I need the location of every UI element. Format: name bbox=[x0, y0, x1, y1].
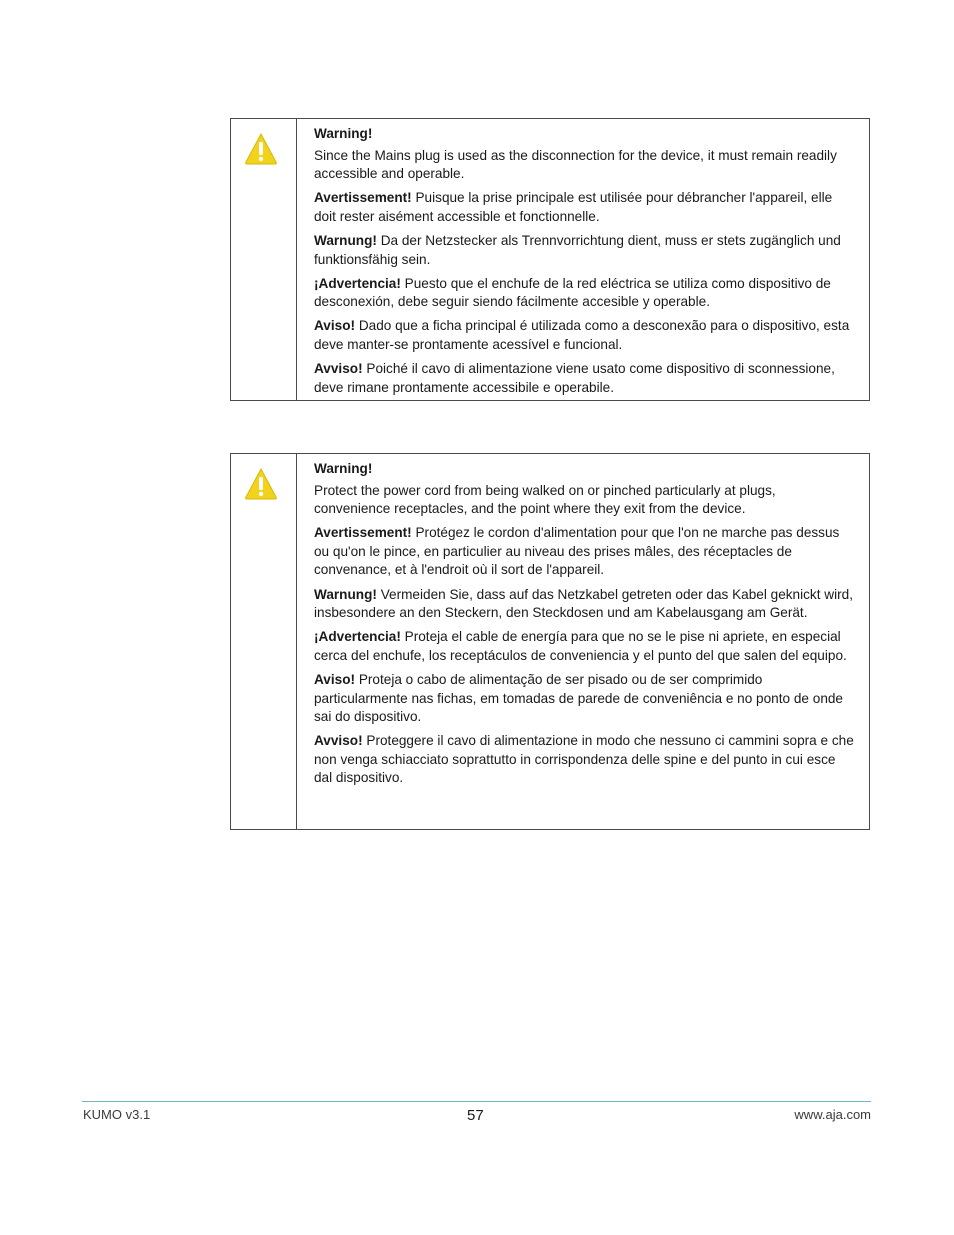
translation-text: Proteja o cabo de alimentação de ser pisado ou de ser comprimido particularmente nas fichas, em tomadas de parede de conveniência e no ponto de onde sai do dispositivo. bbox=[314, 671, 843, 725]
warning-portuguese bbox=[314, 317, 855, 354]
translation-label: Avertissement! bbox=[314, 525, 412, 541]
warning-icon-cell bbox=[231, 119, 297, 400]
footer-page-number: 57 bbox=[467, 1107, 484, 1124]
translation-text: Poiché il cavo di alimentazione viene usato come dispositivo di sconnessione, deve rimane prontamente accessibile e operabile. bbox=[314, 361, 835, 395]
warning-heading: Warning! bbox=[314, 126, 373, 141]
translation-label: Warnung! bbox=[314, 232, 377, 248]
warning-italian bbox=[314, 360, 855, 397]
footer-divider bbox=[82, 1101, 871, 1102]
translation-text: Vermeiden Sie, dass auf das Netzkabel getreten oder das Kabel geknickt wird, insbesondere an den Steckern, den Steckdosen und am Kabelausgang am Gerät. bbox=[314, 586, 853, 621]
warning-spanish bbox=[314, 275, 855, 312]
translation-label: Aviso! bbox=[314, 671, 356, 687]
warning-german bbox=[314, 232, 855, 269]
warning-english-text: Protect the power cord from being walked on or pinched particularly at plugs, convenience receptacles, and the point where they exit from the device. bbox=[314, 482, 776, 517]
translation-text: Proteggere il cavo di alimentazione in modo che nessuno ci cammini sopra e che non venga schiacciato soprattutto in corrispondenza delle spine e del punto in cui esce dal dispositivo. bbox=[314, 733, 854, 786]
translation-label: Avertissement! bbox=[314, 190, 412, 206]
translation-label: ¡Advertencia! bbox=[314, 629, 401, 645]
warning-heading: Warning! bbox=[314, 461, 373, 476]
warning-english-text: Since the Mains plug is used as the disconnection for the device, it must remain readily accessible and operable. bbox=[314, 147, 837, 182]
translation-label: ¡Advertencia! bbox=[314, 275, 401, 291]
warning-triangle-icon bbox=[244, 467, 278, 501]
warning-portuguese bbox=[314, 671, 855, 727]
translation-text: Protégez le cordon d'alimentation pour que l'on ne marche pas dessus ou qu'on le pince, en particulier au niveau des prises mâles, des réceptacles de convenance, et à l'endroit où il sort de l'appareil. bbox=[314, 525, 840, 578]
warning-text-cell bbox=[297, 454, 869, 829]
warning-spanish bbox=[314, 628, 855, 665]
warning-french bbox=[314, 189, 855, 226]
translation-label: Aviso! bbox=[314, 318, 356, 334]
translation-text: Puisque la prise principale est utilisée pour débrancher l'appareil, elle doit rester aisément accessible et fonctionnelle. bbox=[314, 190, 833, 224]
warning-box-mains-plug bbox=[230, 118, 870, 401]
translation-text: Proteja el cable de energía para que no se le pise ni apriete, en especial cerca del enchufe, los receptáculos de conveniencia y el punto del que salen del equipo. bbox=[314, 629, 847, 663]
translation-text: Dado que a ficha principal é utilizada como a desconexão para o dispositivo, esta deve manter-se prontamente acessível e funcional. bbox=[314, 318, 850, 352]
translation-text: Da der Netzstecker als Trennvorrichtung dient, muss er stets zugänglich und funktionsfähig sein. bbox=[314, 232, 841, 267]
footer-product-name: KUMO v3.1 bbox=[83, 1107, 151, 1122]
warning-german bbox=[314, 586, 855, 623]
warning-triangle-icon bbox=[244, 132, 278, 166]
translation-label: Avviso! bbox=[314, 361, 363, 377]
warning-italian bbox=[314, 732, 855, 788]
footer-website: www.aja.com bbox=[794, 1107, 871, 1122]
warning-french bbox=[314, 524, 855, 580]
translation-label: Warnung! bbox=[314, 586, 377, 602]
translation-label: Avviso! bbox=[314, 733, 363, 749]
warning-icon-cell bbox=[231, 454, 297, 829]
warning-box-power-cord bbox=[230, 453, 870, 830]
warning-text-cell bbox=[297, 119, 869, 400]
translation-text: Puesto que el enchufe de la red eléctrica se utiliza como dispositivo de desconexión, debe seguir siendo fácilmente accesible y operable. bbox=[314, 275, 831, 310]
